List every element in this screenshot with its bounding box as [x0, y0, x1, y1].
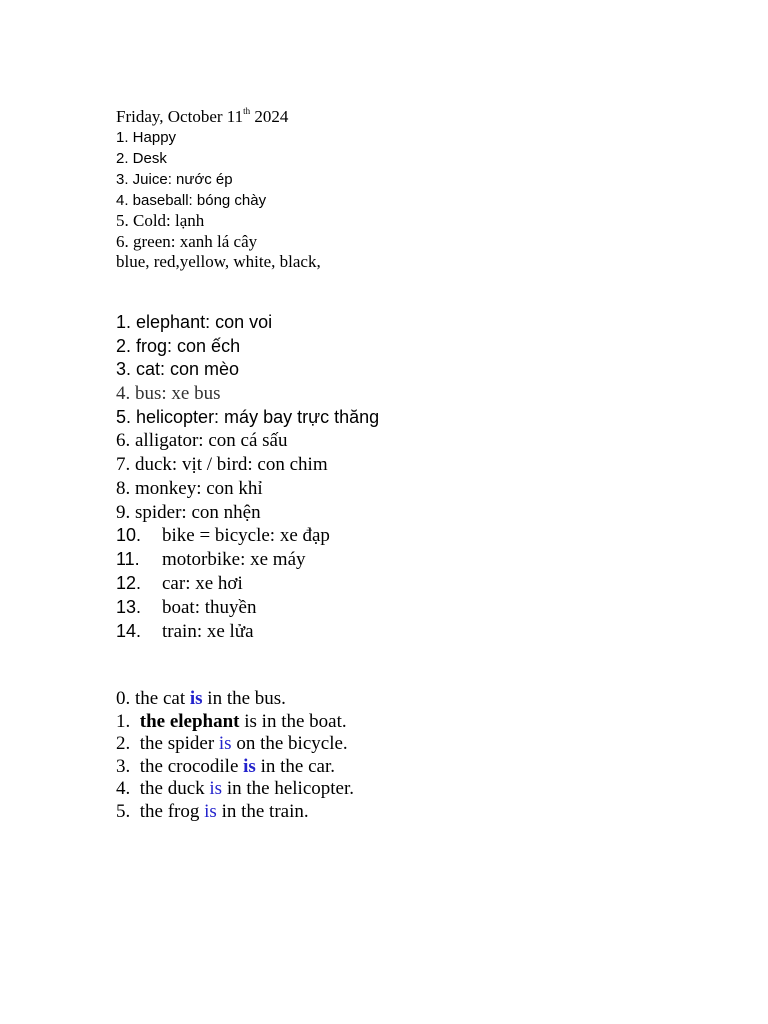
list2-item: 5. helicopter: máy bay trực thăng [116, 407, 380, 427]
list2-item: 2. frog: con ếch [116, 336, 241, 356]
sentence-text: in the bus. [202, 688, 286, 709]
sentence-subject-bold: the elephant [139, 711, 240, 732]
list2-item: 9. spider: con nhện [116, 502, 261, 523]
verb-is: is [204, 801, 217, 822]
sentence-0 [116, 689, 286, 708]
sentence-number: 1. [116, 711, 140, 732]
item-text: train: xe lửa [162, 621, 254, 642]
list1-item: 5. Cold: lạnh [116, 211, 205, 230]
sentence-text: 5. the frog [116, 801, 205, 822]
list2-item: 3. cat: con mèo [116, 359, 240, 379]
verb-is: is [209, 778, 223, 799]
list1-item: 2. Desk [116, 150, 167, 167]
sentence-text: 4. the duck [116, 778, 210, 799]
list2-numbered-item [116, 598, 256, 617]
item-number: 14. [116, 621, 142, 641]
sentence-text: 2. the spider [116, 733, 219, 754]
list2-numbered-item [116, 622, 254, 641]
list1-colors-line: blue, red,yellow, white, black, [116, 252, 321, 271]
sentence-text: in the train. [216, 801, 309, 822]
list2-numbered-item [116, 526, 330, 545]
list2-item: 6. alligator: con cá sấu [116, 430, 288, 451]
item-number: 12. [116, 573, 142, 593]
date-prefix: Friday, October 11 [116, 107, 244, 126]
item-text: motorbike: xe máy [162, 549, 306, 570]
verb-is: is [189, 688, 203, 709]
date-ordinal: th [243, 106, 251, 116]
sentence-5 [116, 802, 309, 821]
list2-item: 1. elephant: con voi [116, 312, 273, 332]
sentence-text: in the car. [255, 756, 335, 777]
list1-item: 1. Happy [116, 129, 177, 146]
list2-numbered-item [116, 550, 306, 569]
sentence-text: on the bicycle. [231, 733, 348, 754]
item-number: 10. [116, 525, 142, 545]
item-text: boat: thuyền [162, 597, 257, 618]
date-year: 2024 [250, 107, 289, 126]
sentence-3 [116, 757, 335, 776]
sentence-2 [116, 734, 348, 753]
list2-item: 8. monkey: con khỉ [116, 478, 263, 499]
sentence-text: in the helicopter. [222, 778, 354, 799]
item-text: bike = bicycle: xe đạp [162, 525, 330, 546]
list1-item: 6. green: xanh lá cây [116, 232, 258, 251]
list1-item: 3. Juice: nước ép [116, 171, 233, 188]
list2-item: 4. bus: xe bus [116, 383, 221, 404]
sentence-text: is in the boat. [239, 711, 347, 732]
sentence-1 [116, 712, 347, 731]
list2-item: 7. duck: vịt / bird: con chim [116, 454, 328, 475]
date-heading [116, 108, 288, 125]
verb-is: is [218, 733, 232, 754]
verb-is: is [243, 756, 256, 777]
item-text: car: xe hơi [162, 573, 243, 594]
sentence-4 [116, 779, 354, 798]
list1-item: 4. baseball: bóng chày [116, 192, 267, 209]
item-number: 11. [116, 549, 140, 569]
sentence-text: 3. the crocodile [116, 756, 244, 777]
sentence-text: 0. the cat [116, 688, 190, 709]
item-number: 13. [116, 597, 142, 617]
list2-numbered-item [116, 574, 243, 593]
